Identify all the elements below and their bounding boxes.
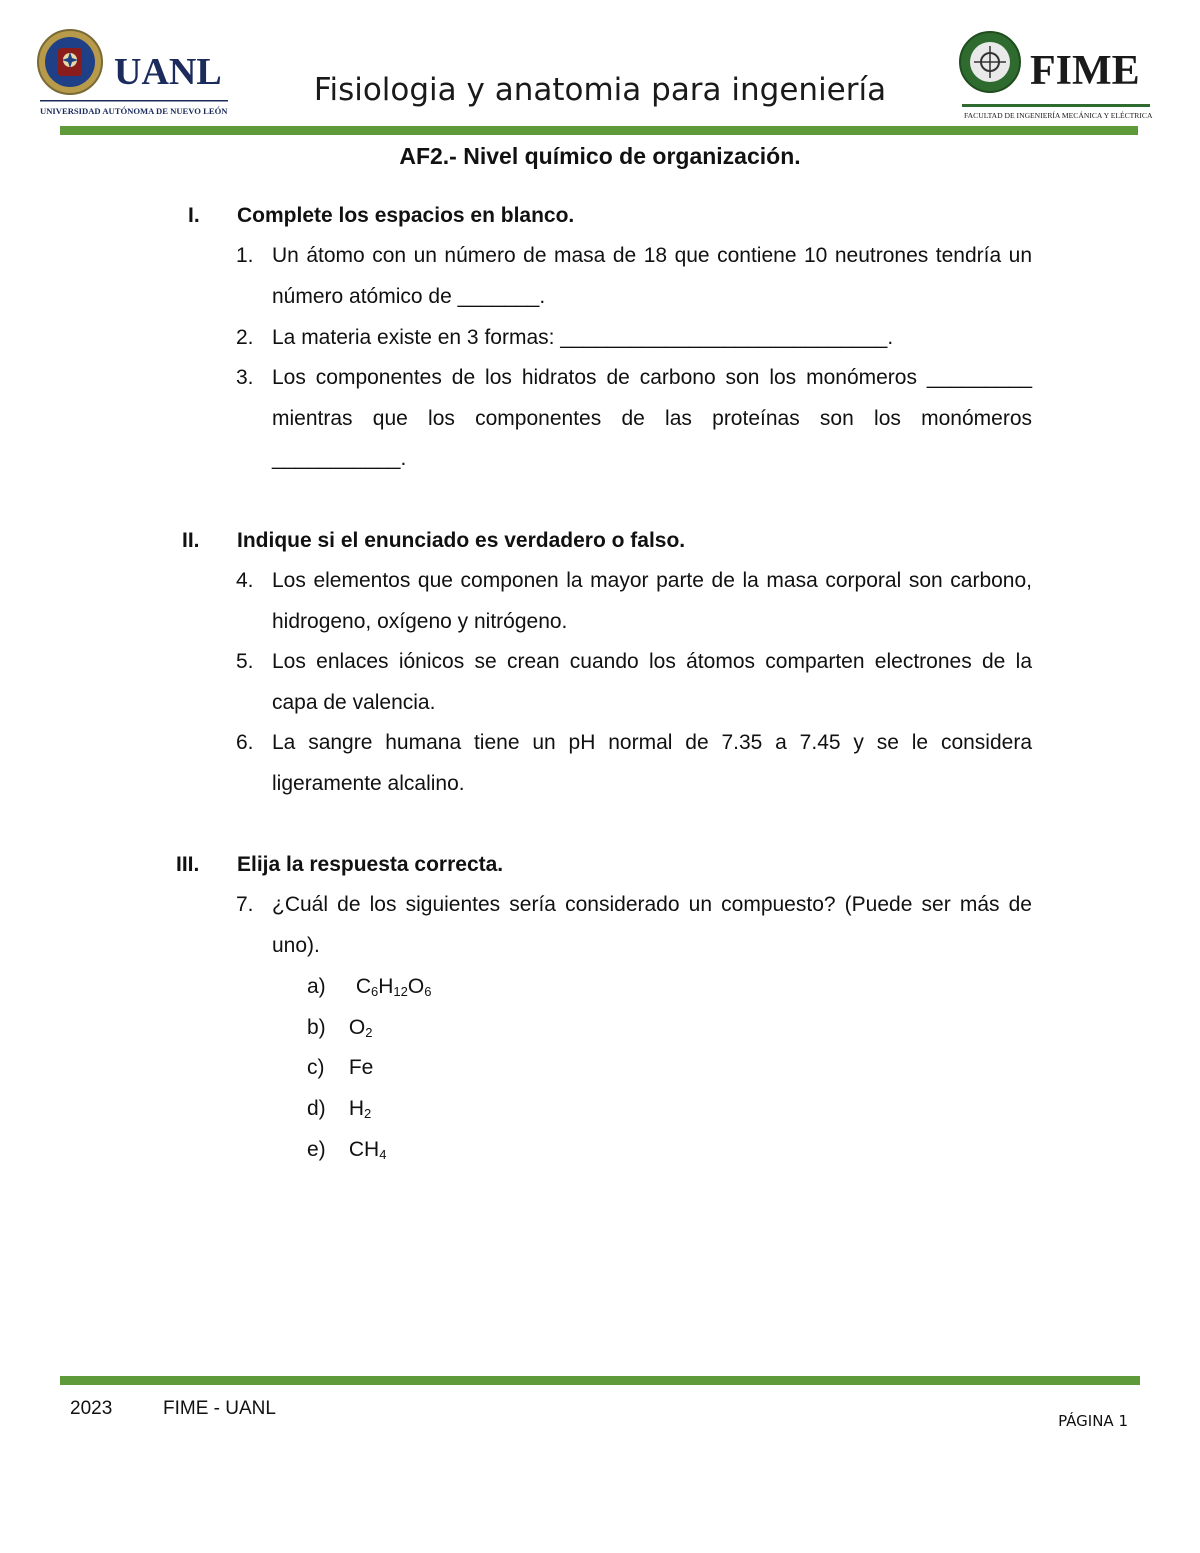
svg-text:UNIVERSIDAD AUTÓNOMA DE NUEVO: UNIVERSIDAD AUTÓNOMA DE NUEVO LEÓN — [40, 106, 228, 116]
answer-option — [307, 1089, 371, 1134]
fime-logo — [958, 24, 1154, 124]
formula-element: O — [348, 1016, 366, 1039]
footer-year: 2023 — [70, 1398, 113, 1419]
section-numeral: III. — [176, 853, 200, 876]
question-number: 4. — [236, 569, 254, 592]
option-formula — [349, 1138, 387, 1161]
question-number: 5. — [236, 650, 254, 673]
svg-text:FACULTAD DE INGENIERÍA MECÁNIC: FACULTAD DE INGENIERÍA MECÁNICA Y ELÉCTRICA — [964, 111, 1153, 120]
formula-element: O — [407, 975, 425, 998]
answer-option — [307, 1130, 386, 1175]
formula-element: H — [378, 975, 394, 998]
question-item — [236, 723, 1032, 804]
header-divider — [60, 126, 1138, 135]
footer-divider — [60, 1376, 1140, 1385]
question-text: ¿Cuál de los siguientes sería considerado un compuesto? (Puede ser más de uno). — [272, 893, 1032, 957]
question-number: 1. — [236, 244, 254, 267]
svg-text:UANL: UANL — [114, 51, 222, 93]
option-formula — [349, 1056, 374, 1079]
question-text: Los elementos que componen la mayor parte de la masa corporal son carbono, hidrogeno, oxígeno y nitrógeno. — [272, 569, 1032, 633]
formula-subscript: 2 — [365, 1025, 373, 1040]
option-letter: a) — [307, 975, 326, 998]
question-number: 6. — [236, 731, 254, 754]
question-number: 7. — [236, 893, 254, 916]
section-title: Complete los espacios en blanco. — [237, 204, 575, 227]
formula-element: H — [348, 1097, 365, 1120]
question-text: Los enlaces iónicos se crean cuando los átomos comparten electrones de la capa de valencia. — [272, 650, 1032, 714]
question-text: Un átomo con un número de masa de 18 que contiene 10 neutrones tendría un número atómico de _______. — [272, 244, 1032, 308]
answer-option — [307, 1048, 373, 1088]
option-letter: b) — [307, 1016, 326, 1039]
svg-text:FIME: FIME — [1030, 48, 1140, 94]
answer-option — [307, 1008, 372, 1053]
page-number: PÁGINA 1 — [1058, 1412, 1128, 1430]
question-number: 2. — [236, 326, 254, 349]
question-item — [236, 642, 1032, 723]
formula-subscript: 6 — [424, 984, 432, 999]
question-text: La sangre humana tiene un pH normal de 7.35 a 7.45 y se le considera ligeramente alcalino. — [272, 731, 1032, 795]
formula-subscript: 12 — [393, 984, 408, 999]
answer-option — [307, 967, 431, 1012]
section-numeral: I. — [188, 204, 200, 227]
question-item — [236, 561, 1032, 642]
question-item — [236, 236, 1032, 317]
formula-element: CH — [348, 1138, 380, 1161]
option-letter: e) — [307, 1138, 326, 1161]
question-text: Los componentes de los hidratos de carbono son los monómeros _________ mientras que los componentes de las proteínas son los monómeros ___________. — [272, 366, 1032, 470]
section-title: Indique si el enunciado es verdadero o falso. — [237, 529, 686, 552]
option-formula — [349, 1097, 371, 1120]
section-numeral: II. — [182, 529, 200, 552]
question-number: 3. — [236, 366, 254, 389]
section-title: Elija la respuesta correcta. — [237, 853, 504, 876]
formula-subscript: 2 — [364, 1106, 372, 1121]
page-header — [0, 0, 1200, 140]
question-text: La materia existe en 3 formas: ____________________________. — [272, 326, 894, 349]
footer-org: FIME - UANL — [163, 1398, 276, 1419]
formula-element: C — [355, 975, 372, 998]
option-formula — [349, 1016, 373, 1039]
activity-title: AF2.- Nivel químico de organización. — [399, 143, 801, 169]
option-letter: c) — [307, 1056, 325, 1079]
question-item — [236, 885, 1032, 966]
formula-subscript: 6 — [371, 984, 379, 999]
question-item — [236, 358, 1032, 480]
option-letter: d) — [307, 1097, 326, 1120]
formula-element: Fe — [348, 1056, 374, 1079]
formula-subscript: 4 — [379, 1147, 387, 1162]
question-item — [236, 318, 1032, 359]
document-header-title: Fisiologia y anatomia para ingeniería — [313, 72, 887, 108]
uanl-logo — [36, 28, 236, 120]
option-formula — [356, 975, 432, 998]
